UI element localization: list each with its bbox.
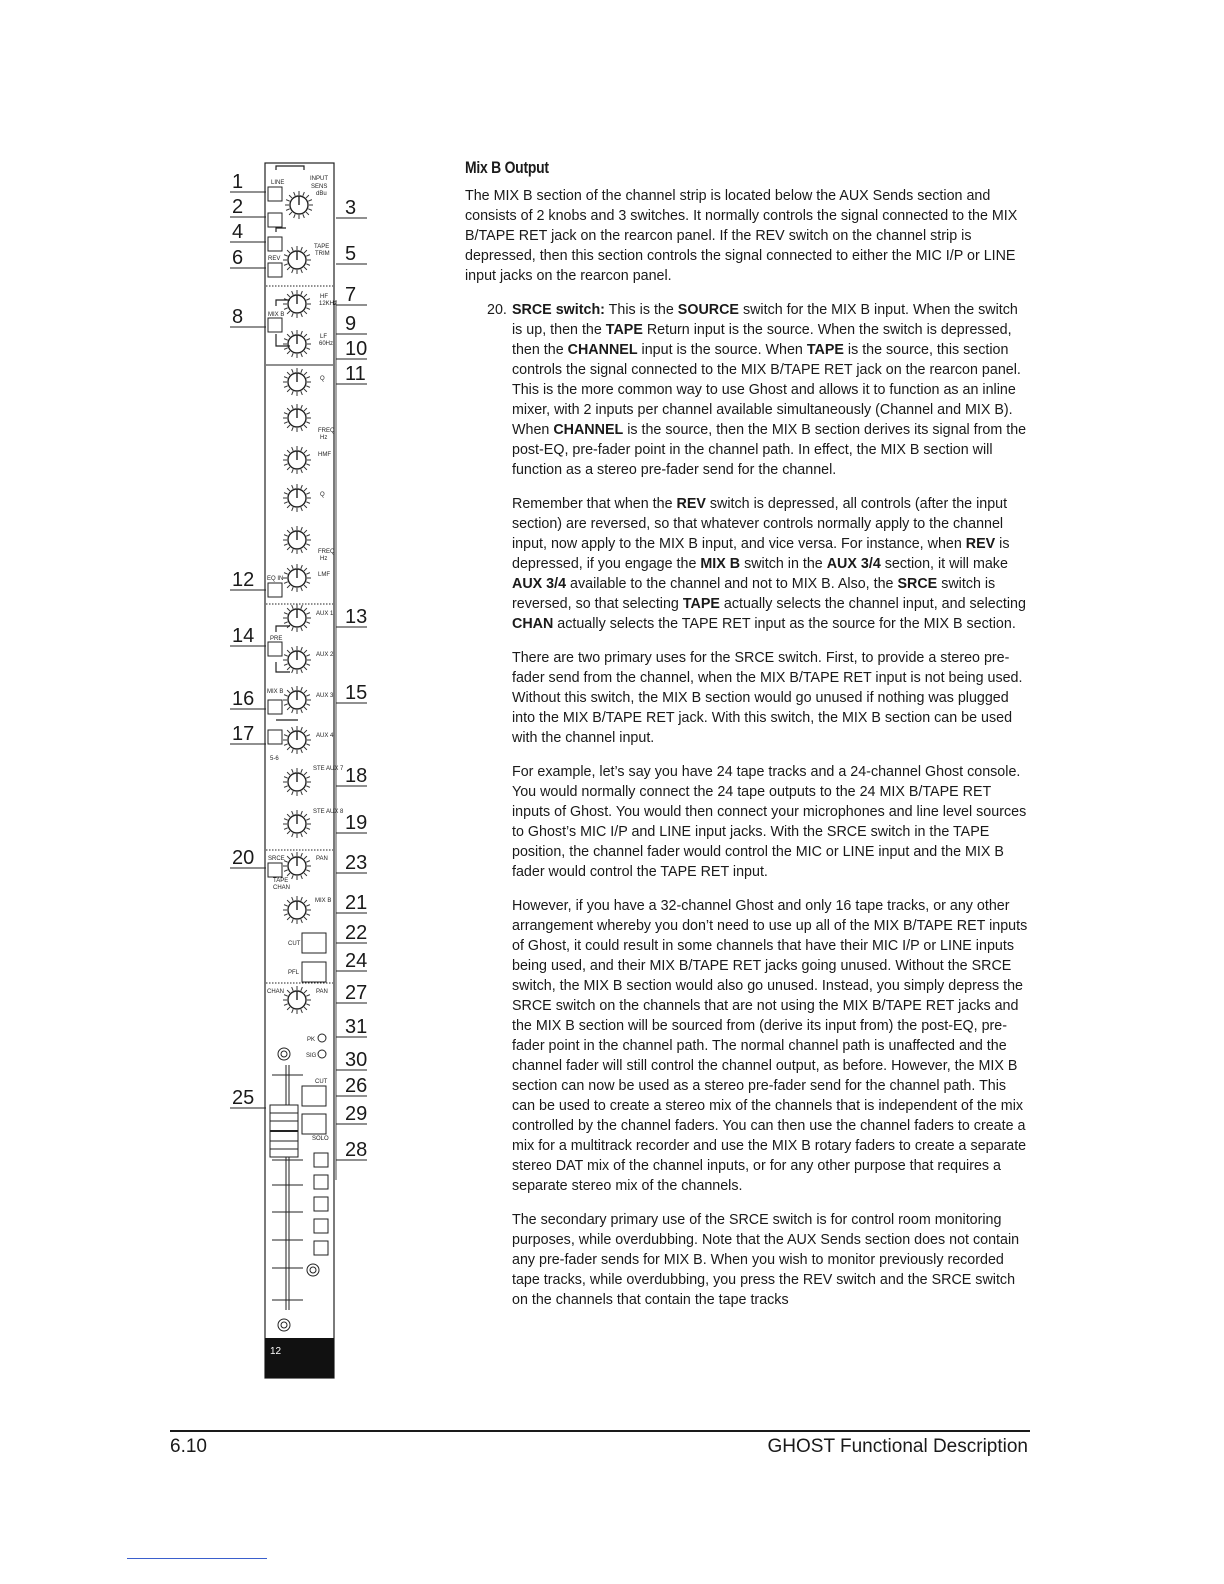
mixb-level-label: MIX B bbox=[315, 898, 332, 904]
mixb-pfl-switch bbox=[302, 962, 326, 982]
callout-21: 21 bbox=[345, 892, 368, 914]
eq-mixb-switch bbox=[268, 318, 282, 332]
callout-5: 5 bbox=[345, 243, 357, 265]
phase-switch bbox=[268, 213, 282, 227]
mixb-label: MIX B bbox=[268, 312, 285, 318]
channel-number: 12 bbox=[270, 1346, 282, 1357]
callout-17: 17 bbox=[232, 723, 255, 745]
chan-small-label: CHAN bbox=[273, 885, 291, 891]
cut-label: CUT bbox=[288, 941, 301, 947]
callout-22: 22 bbox=[345, 922, 368, 944]
freq-label-hmf: FREQ bbox=[318, 428, 335, 434]
pk-label: PK bbox=[307, 1037, 316, 1043]
callout-9: 9 bbox=[345, 313, 357, 335]
callout-2: 2 bbox=[232, 196, 244, 218]
srce-label: SRCE bbox=[268, 856, 285, 862]
aux2-label: AUX 2 bbox=[316, 652, 334, 658]
callouts-right bbox=[336, 197, 367, 1161]
q-label-lmf: Q bbox=[320, 492, 325, 498]
bus-switch-3 bbox=[314, 1197, 328, 1211]
five-six-label: 5-6 bbox=[270, 756, 279, 762]
aux-mixb-switch bbox=[268, 700, 282, 714]
lmf-label: LMF bbox=[318, 572, 330, 578]
callout-19: 19 bbox=[345, 812, 368, 834]
footer-link-underline bbox=[127, 1558, 267, 1559]
srce-switch bbox=[268, 863, 282, 877]
callout-24: 24 bbox=[345, 950, 368, 972]
item-20-srce-switch: 20. SRCE switch: This is the SOURCE switch for the MIX B input. When the switch is up, then the TAPE Return input is the source. When the switch is depressed, then the CHANNEL input is the source. When TAPE is the source, this section controls the signal connected to the MIX B/TAPE RET jack on the rearcon panel. This is the more common way to use Ghost and allows it to function as an inline mixer, with 2 inputs per channel available simultaneously (Channel and MIX B). When CHANNEL is the source, then the MIX B section derives its signal from the post-EQ, pre-fader point in the channel path. In effect, the MIX B section will function as a stereo pre-fader send for the channel. bbox=[487, 302, 1027, 478]
sens-label: SENS bbox=[311, 184, 328, 190]
callout-1: 1 bbox=[232, 171, 244, 193]
hmf-label: HMF bbox=[318, 452, 331, 458]
callout-13: 13 bbox=[345, 606, 368, 628]
lf-freq-label: 60Hz bbox=[319, 341, 334, 347]
input-label: INPUT bbox=[310, 176, 328, 182]
channel-strip-figure bbox=[0, 0, 440, 1400]
callout-30: 30 bbox=[345, 1049, 368, 1071]
body-paragraph-secondary: The secondary primary use of the SRCE switch is for control room monitoring purposes, while overdubbing. Note that the AUX Sends section does not contain any pre-fader sends for MIX B. When you wish to monitor previously recorded tape tracks, while overdubbing, you press the REV switch and the SRCE switch on the channels that contain the tape tracks bbox=[512, 1212, 1020, 1308]
trim-label: TRIM bbox=[315, 251, 330, 257]
callout-31: 31 bbox=[345, 1016, 368, 1038]
body-paragraph-uses: There are two primary uses for the SRCE switch. First, to provide a stereo pre-fader send from the channel, when the MIX B/TAPE RET input is not being used. Without this switch, the MIX B section would go unused if nothing was plugged into the MIX B/TAPE RET jack. With this switch, the MIX B section can be used with the channel input. bbox=[512, 650, 1023, 746]
cut-fader-label: CUT bbox=[315, 1079, 328, 1085]
text-column bbox=[465, 158, 1030, 1324]
page-number: 6.10 bbox=[170, 1436, 207, 1457]
callout-29: 29 bbox=[345, 1103, 368, 1125]
callout-23: 23 bbox=[345, 852, 368, 874]
callout-28: 28 bbox=[345, 1139, 368, 1161]
callout-7: 7 bbox=[345, 284, 357, 306]
aux1-label: AUX 1 bbox=[316, 611, 334, 617]
ste-aux7-label: STE AUX 7 bbox=[313, 766, 344, 772]
item-number: 20. bbox=[487, 302, 507, 318]
dbu-label: dBu bbox=[316, 191, 327, 197]
rev-paragraph: Remember that when the REV switch is depressed, all controls (after the input section) are reversed, so that whatever controls normally apply to the channel input, now apply to the MIX B input, and vice versa. For instance, when REV is depressed, if you engage the MIX B switch in the AUX 3/4 section, it will make AUX 3/4 available to the channel and not to MIX B. Also, the SRCE switch is reversed, so that selecting TAPE actually selects the channel input, and selecting CHAN actually selects the TAPE RET input as the source for the MIX B section. bbox=[512, 496, 1026, 632]
chan-pan-label: PAN bbox=[316, 989, 328, 995]
eq-in-switch bbox=[268, 583, 282, 597]
pan-label: PAN bbox=[316, 856, 328, 862]
sig-label: SIG bbox=[306, 1053, 317, 1059]
bus-switch-1 bbox=[314, 1153, 328, 1167]
pre-switch bbox=[268, 642, 282, 656]
callout-12: 12 bbox=[232, 569, 255, 591]
callout-6: 6 bbox=[232, 247, 244, 269]
mixb-label-aux: MIX B bbox=[267, 689, 284, 695]
callouts-left bbox=[230, 171, 266, 1109]
tape-label: TAPE bbox=[314, 244, 330, 250]
callout-26: 26 bbox=[345, 1075, 368, 1097]
pfl-label: PFL bbox=[288, 970, 300, 976]
callout-10: 10 bbox=[345, 338, 368, 360]
channel-cut-switch bbox=[302, 1086, 326, 1106]
item-title: SRCE switch: bbox=[512, 302, 605, 318]
callout-11: 11 bbox=[345, 363, 366, 385]
channel-solo-switch bbox=[302, 1114, 326, 1134]
ste-aux8-label: STE AUX 8 bbox=[313, 809, 344, 815]
callout-25: 25 bbox=[232, 1087, 255, 1109]
five-six-switch bbox=[268, 730, 282, 744]
callout-16: 16 bbox=[232, 688, 255, 710]
lf-label: LF bbox=[320, 334, 328, 340]
channel-number-box bbox=[265, 1338, 334, 1378]
hf-freq-label: 12KHz bbox=[319, 301, 338, 307]
callout-20: 20 bbox=[232, 847, 255, 869]
pk-led bbox=[318, 1034, 326, 1042]
q-label-hmf: Q bbox=[320, 376, 325, 382]
eq-in-label: EQ IN bbox=[267, 576, 284, 582]
sig-led bbox=[318, 1050, 326, 1058]
bus-switch-2 bbox=[314, 1175, 328, 1189]
callout-3: 3 bbox=[345, 197, 357, 219]
mixb-cut-switch bbox=[302, 933, 326, 953]
callout-27: 27 bbox=[345, 982, 368, 1004]
rev-label: REV bbox=[268, 256, 281, 262]
body-paragraph-example: For example, let’s say you have 24 tape tracks and a 24-channel Ghost console. You would normally connect the 24 tape outputs to the 24 MIX B/TAPE RET inputs of Ghost. You would then connect your microphones and line level sources to Ghost’s MIC I/P and LINE input jacks. With the SRCE switch in the TAPE position, the channel fader would control the MIC or LINE input and the MIX B fader would control the TAPE RET input. bbox=[512, 764, 1027, 880]
aux4-label: AUX 4 bbox=[316, 733, 334, 739]
pre-label: PRE bbox=[270, 636, 283, 642]
callout-4: 4 bbox=[232, 221, 244, 243]
line-label: LINE bbox=[271, 180, 285, 186]
tape-small-label: TAPE bbox=[273, 878, 289, 884]
bus-switch-5 bbox=[314, 1241, 328, 1255]
solo-label: SOLO bbox=[312, 1136, 329, 1142]
hp-switch bbox=[268, 237, 282, 251]
footer-title: GHOST Functional Description bbox=[767, 1436, 1028, 1457]
bus-switch-4 bbox=[314, 1219, 328, 1233]
hz-label-hmf: Hz bbox=[320, 435, 328, 441]
callout-14: 14 bbox=[232, 625, 255, 647]
body-paragraph-however: However, if you have a 32-channel Ghost and only 16 tape tracks, or any other arrangement whereby you don’t need to use up all of the MIX B/TAPE RET inputs of Ghost, it could result in some channels that have their MIC I/P or LINE inputs being used, and their MIX B/TAPE RET jacks going unused. Without the SRCE switch, the MIX B section would also go unused. Instead, you simply depress the SRCE switch on the channels that are not using the MIX B/TAPE RET jacks and the MIX B section will be sourced from (derive its input from) the post-EQ, pre-fader point in the channel path. The normal channel path is unaffected and the channel fader will still control the channel output, as before. However, the MIX B section can now be used as a stereo pre-fader send for the channel path. This can be used to create a stereo mix of the channels that is independent of the mix controlled by the channel faders. You can then use the channel faders to create a mix for a multitrack recorder and use the MIX B rotary faders to create a separate stereo DAT mix of the channel inputs, or for any other purpose that requires a separate stereo mix of the channels. bbox=[512, 898, 1028, 1194]
intro-paragraph: The MIX B section of the channel strip is located below the AUX Sends section and consists of 2 knobs and 3 switches. It normally controls the signal connected to the MIX B/TAPE RET jack on the rearcon panel. If the REV switch on the channel strip is depressed, then this section controls the signal connected to either the MIC I/P or LINE input jacks on the rearcon panel. bbox=[465, 188, 1018, 284]
callout-8: 8 bbox=[232, 306, 244, 328]
hz-label-lmf: Hz bbox=[320, 556, 328, 562]
chan-label: CHAN bbox=[267, 989, 285, 995]
aux3-label: AUX 3 bbox=[316, 693, 334, 699]
channel-strip-diagram bbox=[0, 0, 440, 1400]
line-switch bbox=[268, 187, 282, 201]
footer-rule bbox=[170, 1430, 1030, 1432]
callout-18: 18 bbox=[345, 765, 368, 787]
hf-label: HF bbox=[320, 294, 328, 300]
rev-switch bbox=[268, 263, 282, 277]
callout-15: 15 bbox=[345, 682, 368, 704]
freq-label-lmf: FREQ bbox=[318, 549, 335, 555]
section-title: Mix B Output bbox=[465, 158, 549, 177]
